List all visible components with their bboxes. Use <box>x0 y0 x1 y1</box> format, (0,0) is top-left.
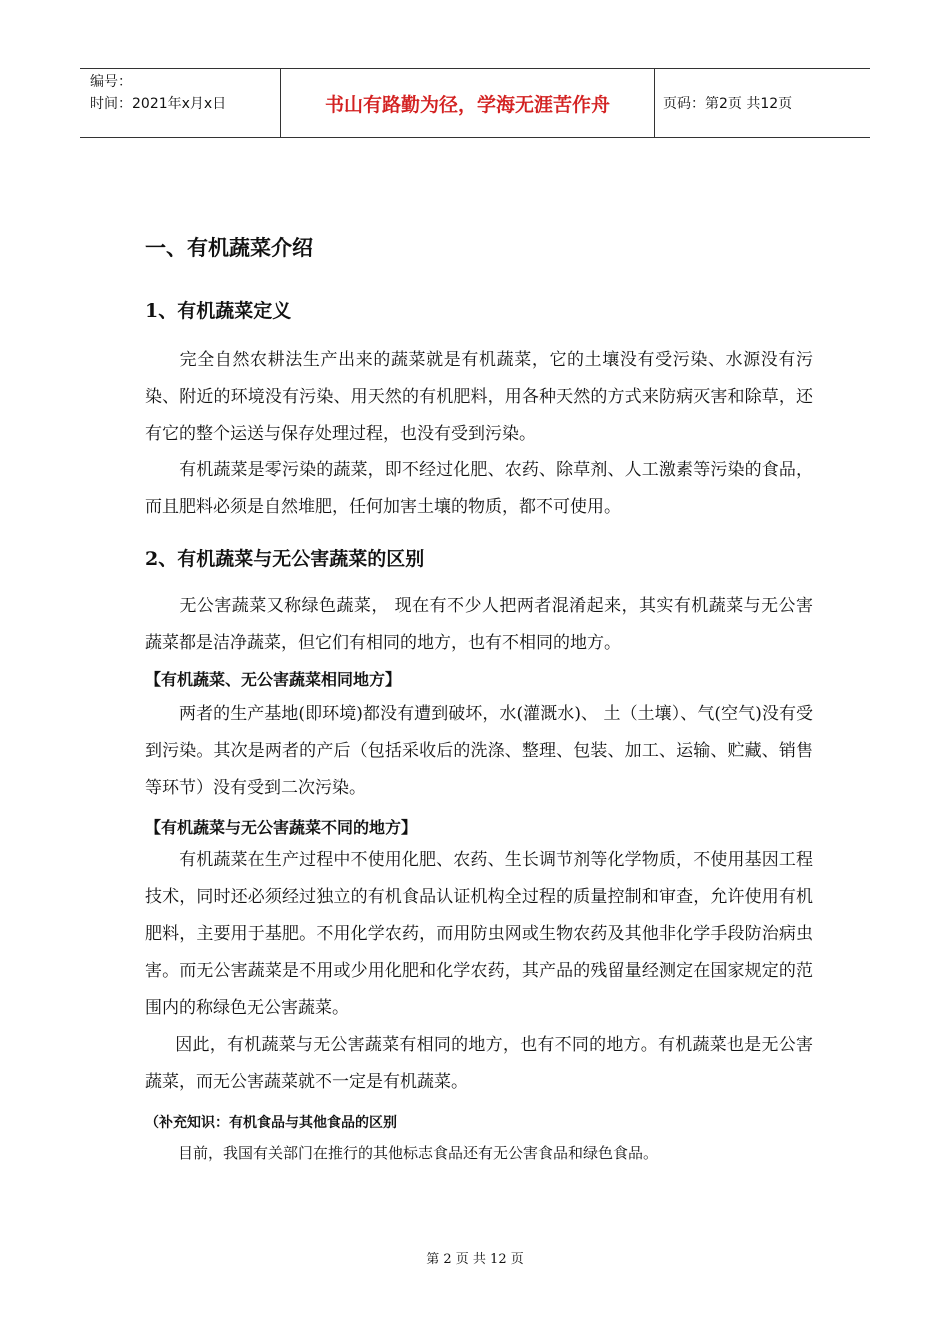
same-points-heading: 【有机蔬菜、无公害蔬菜相同地方】 <box>145 670 402 689</box>
subsection-1-title: 1、有机蔬菜定义 <box>145 300 292 322</box>
page-footer: 第 2 页 共 12 页 <box>426 1252 524 1267</box>
date-label: 时间：2021年x月x日 <box>90 96 227 112</box>
supplement-text: 目前，我国有关部门在推行的其他标志食品还有无公害食品和绿色食品。 <box>178 1144 659 1162</box>
section-title: 一、有机蔬菜介绍 <box>145 235 313 260</box>
definition-paragraph-1: 完全自然农耕法生产出来的蔬菜就是有机蔬菜，它的土壤没有受污染、水源没有污染、附近的环境没有污染、用天然的有机肥料，用各种天然的方式来防病灭害和除草，还有它的整个运送与保存处理过程，也没有受到污染。 <box>145 350 813 444</box>
same-points-paragraph: 两者的生产基地(即环境)都没有遭到破坏，水(灌溉水)、 土（土壤）、气(空气)没有受到污染。其次是两者的产后（包括采收后的洗涤、整理、包装、加工、运输、贮藏、销售等环节）没有受到二次污染。 <box>145 704 813 798</box>
conclusion-paragraph: 因此，有机蔬菜与无公害蔬菜有相同的地方，也有不同的地方。有机蔬菜也是无公害蔬菜，而无公害蔬菜就不一定是有机蔬菜。 <box>145 1035 813 1092</box>
page-header <box>80 68 870 138</box>
supplement-heading: （补充知识：有机食品与其他食品的区别 <box>145 1115 397 1131</box>
definition-paragraph-2: 有机蔬菜是零污染的蔬菜，即不经过化肥、农药、除草剂、人工激素等污染的食品，而且肥料必须是自然堆肥，任何加害土壤的物质，都不可使用。 <box>145 460 813 517</box>
subsection-2-title: 2、有机蔬菜与无公害蔬菜的区别 <box>145 548 425 570</box>
header-meta <box>80 69 281 137</box>
different-points-heading: 【有机蔬菜与无公害蔬菜不同的地方】 <box>145 818 418 837</box>
different-points-paragraph: 有机蔬菜在生产过程中不使用化肥、农药、生长调节剂等化学物质，不使用基因工程技术，同时还必须经过独立的有机食品认证机构全过程的质量控制和审查，允许使用有机肥料，主要用于基肥。不用化学农药，而用防虫网或生物农药及其他非化学手段防治病虫害。而无公害蔬菜是不用或少用化肥和化学农药，其产品的残留量经测定在国家规定的范围内的称绿色无公害蔬菜。 <box>145 850 813 1018</box>
number-label: 编号： <box>90 74 132 90</box>
difference-intro-paragraph: 无公害蔬菜又称绿色蔬菜， 现在有不少人把两者混淆起来，其实有机蔬菜与无公害蔬菜都是洁净蔬菜，但它们有相同的地方，也有不相同的地方。 <box>145 596 813 653</box>
header-page-info: 页码：第2页 共12页 <box>663 96 793 112</box>
header-motto: 书山有路勤为径，学海无涯苦作舟 <box>281 69 655 137</box>
